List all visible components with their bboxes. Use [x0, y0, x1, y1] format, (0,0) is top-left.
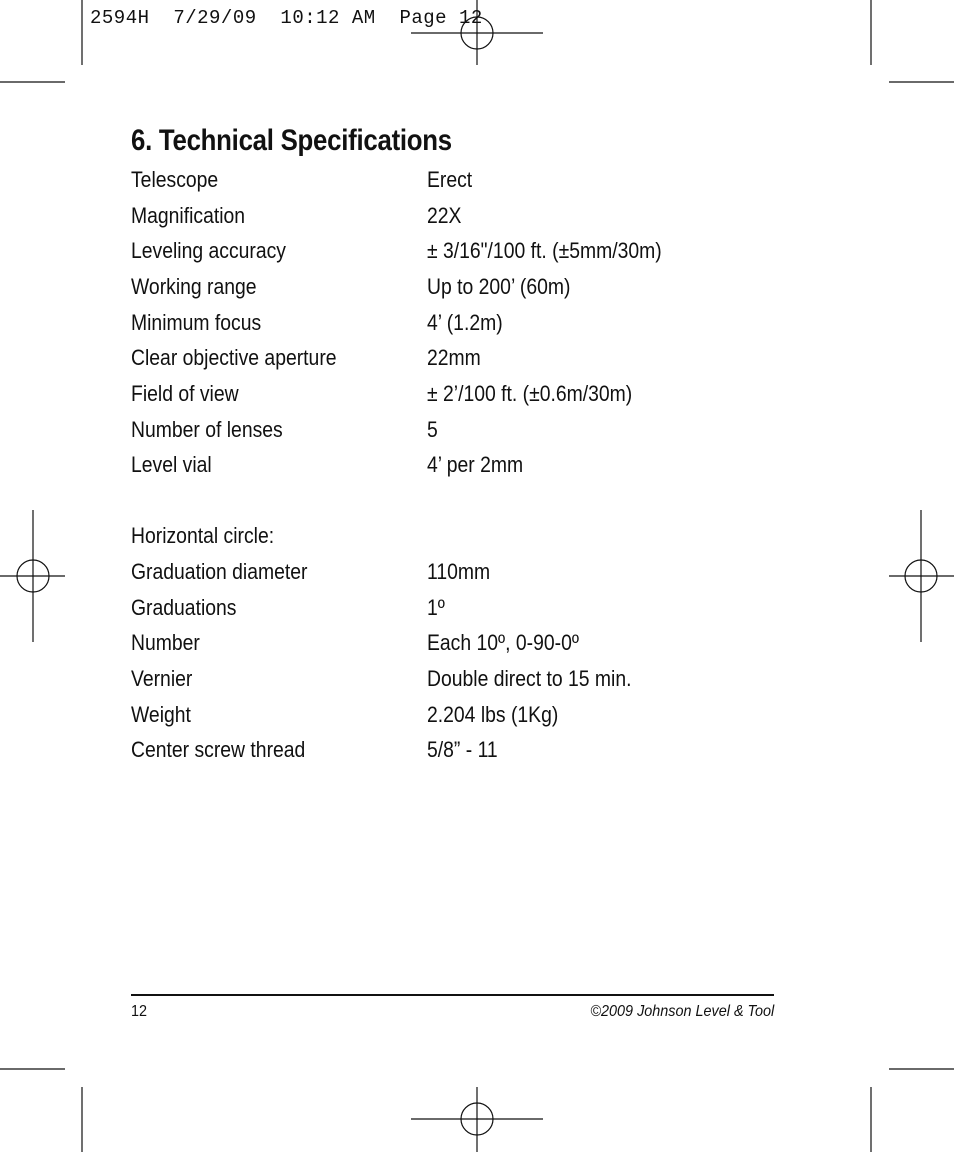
page-number: 12 — [131, 1003, 148, 1020]
spec-row-blank — [131, 488, 771, 524]
spec-label: Leveling accuracy — [131, 238, 286, 263]
spec-value: ± 3/16"/100 ft. (±5mm/30m) — [427, 238, 662, 263]
spec-row — [131, 559, 771, 595]
spec-label: Field of view — [131, 381, 239, 406]
printer-slug: 2594H 7/29/09 10:12 AM Page 12 — [90, 7, 483, 29]
spec-value: 22X — [427, 203, 462, 228]
spec-section-heading — [131, 523, 771, 559]
copyright-notice: ©2009 Johnson Level & Tool — [590, 1003, 774, 1020]
spec-value: 22mm — [427, 345, 481, 370]
registration-mark-bottom — [411, 1087, 543, 1152]
spec-label: Number — [131, 630, 200, 655]
spec-label: Graduations — [131, 595, 237, 620]
spec-label: Minimum focus — [131, 310, 262, 335]
footer-rule — [131, 994, 774, 996]
spec-row — [131, 737, 771, 773]
spec-row — [131, 666, 771, 702]
registration-mark-top — [411, 0, 543, 65]
page-title: 6. Technical Specifications — [131, 124, 452, 157]
spec-row — [131, 274, 771, 310]
spec-value: Double direct to 15 min. — [427, 666, 632, 691]
spec-value: 5 — [427, 417, 438, 442]
spec-row — [131, 310, 771, 346]
spec-row — [131, 345, 771, 381]
spec-value: 110mm — [427, 559, 491, 584]
spec-label: Clear objective aperture — [131, 345, 337, 370]
spec-label: Working range — [131, 274, 257, 299]
spec-row — [131, 452, 771, 488]
spec-label: Horizontal circle: — [131, 523, 275, 548]
spec-label: Vernier — [131, 666, 193, 691]
spec-label: Center screw thread — [131, 737, 306, 762]
spec-row — [131, 702, 771, 738]
spec-value: 5/8” - 11 — [427, 737, 498, 762]
spec-label: Level vial — [131, 452, 212, 477]
spec-value: Erect — [427, 167, 473, 192]
spec-value: Up to 200’ (60m) — [427, 274, 571, 299]
spec-row — [131, 381, 771, 417]
spec-value: 4’ per 2mm — [427, 452, 524, 477]
spec-value: Each 10º, 0-90-0º — [427, 630, 579, 655]
spec-label: Graduation diameter — [131, 559, 308, 584]
registration-mark-right — [889, 510, 954, 642]
spec-label: Weight — [131, 702, 191, 727]
spec-row — [131, 167, 771, 203]
spec-label: Telescope — [131, 167, 219, 192]
spec-row — [131, 595, 771, 631]
spec-value: 1º — [427, 595, 445, 620]
spec-label: Magnification — [131, 203, 246, 228]
spec-value: ± 2’/100 ft. (±0.6m/30m) — [427, 381, 633, 406]
spec-value: 4’ (1.2m) — [427, 310, 503, 335]
spec-value: 2.204 lbs (1Kg) — [427, 702, 559, 727]
spec-row — [131, 203, 771, 239]
registration-mark-left — [0, 510, 65, 642]
spec-row — [131, 417, 771, 453]
spec-label: Number of lenses — [131, 417, 283, 442]
spec-row — [131, 630, 771, 666]
spec-row — [131, 238, 771, 274]
